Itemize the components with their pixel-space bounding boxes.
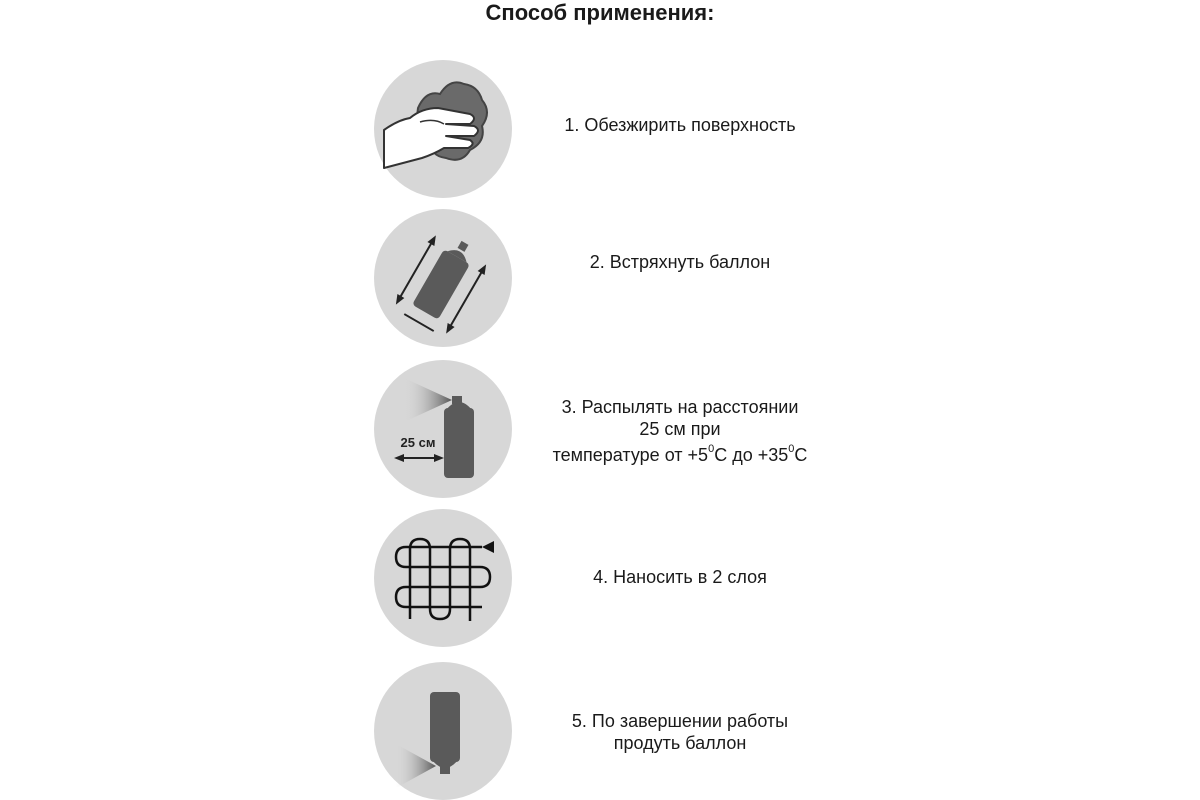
hand-wipe-icon	[374, 60, 512, 198]
distance-label: 25 см	[400, 435, 436, 450]
purge-can-icon	[374, 662, 512, 800]
step-2-text: 2. Встряхнуть баллон	[589, 252, 771, 272]
step-4-text: 4. Наносить в 2 слоя	[593, 567, 767, 587]
two-layers-grid-icon	[374, 509, 512, 647]
page-title: Способ применения:	[485, 0, 715, 25]
temperature-line: температуре от $+5^0С$ до $+35^0С$	[552, 443, 808, 465]
spray-distance-icon	[374, 360, 512, 498]
shake-can-icon	[374, 209, 512, 347]
step-3-text: 3. Распылять на расстоянии 25 см при температуре от $+5^0С$ до $+35^0С$	[530, 396, 830, 466]
step-5-text: 5. По завершении работы продуть баллон	[571, 711, 789, 753]
step-1-text: 1. Обезжирить поверхность	[564, 115, 796, 135]
